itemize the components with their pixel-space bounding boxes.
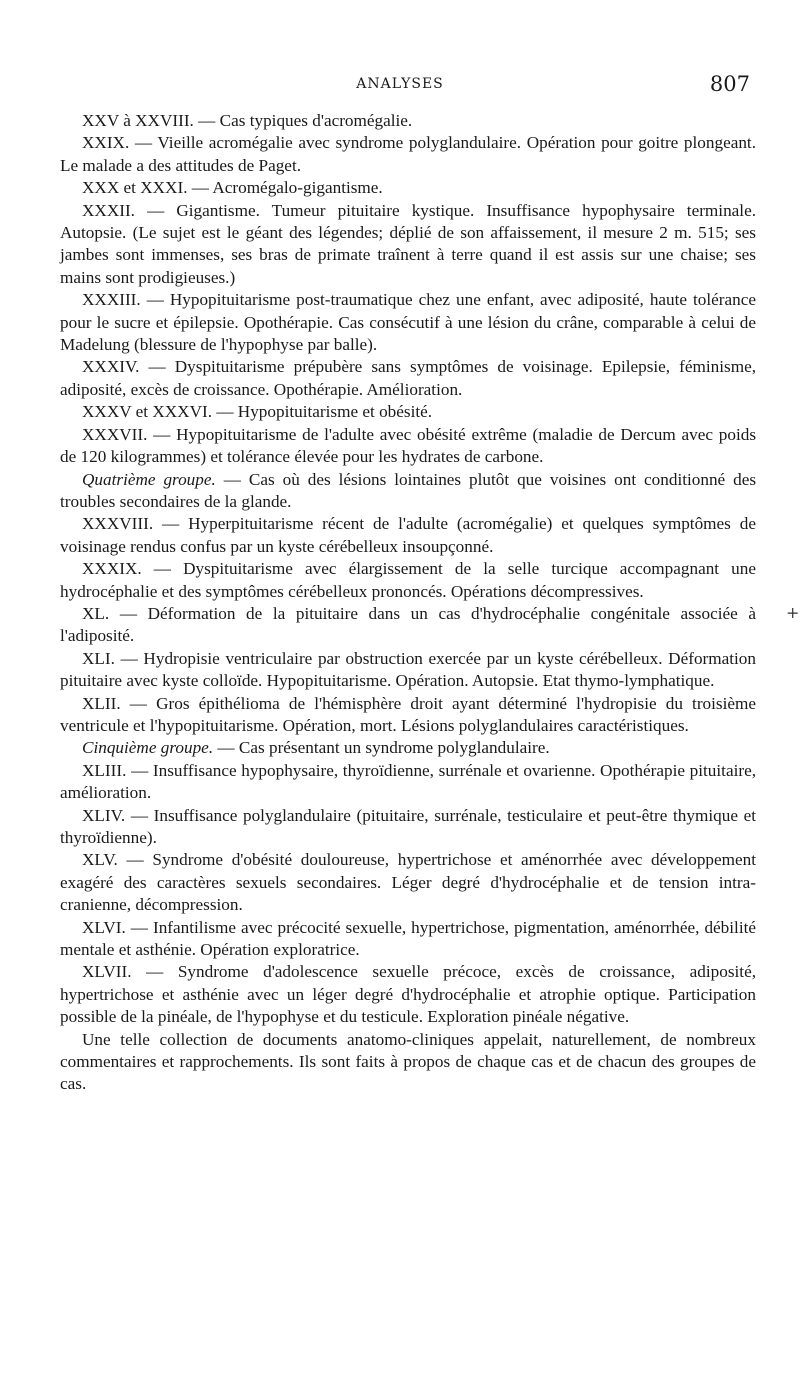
entry-text: — Acromégalo-gigantisme. xyxy=(191,178,383,198)
entry-text: — Cas où des lésions lointaines plutôt que voisines ont conditionné des troubles secondaires de la glande. xyxy=(60,469,757,511)
case-entry xyxy=(60,849,756,916)
entry-text: — Syndrome d'obésité douloureuse, hypertrichose et aménorrhée avec développement exagéré des caractères sexuels secondaires. Léger degré d'hydrocéphalie et de tension intra-cranienne, décompression. xyxy=(60,850,757,915)
entry-label: XXIX. xyxy=(82,133,130,153)
body-text xyxy=(60,110,756,1096)
entry-label: Cinquième groupe. xyxy=(82,738,214,758)
entry-label: XXXVIII. xyxy=(82,514,154,534)
group-heading xyxy=(60,737,756,759)
entry-text: — Hypopituitarisme et obésité. xyxy=(216,402,433,422)
entry-text: — Déformation de la pituitaire dans un cas d'hydrocéphalie congénitale associée à l'adiposité. xyxy=(60,603,756,646)
entry-label: Quatrième groupe. xyxy=(82,469,216,489)
case-entry xyxy=(60,424,756,469)
entry-text: — Cas typiques d'acromégalie. xyxy=(198,111,413,130)
entry-label: XLVI. xyxy=(82,917,126,937)
entry-label: XXX et XXXI. xyxy=(82,178,188,198)
case-entry xyxy=(60,603,756,648)
case-entry xyxy=(60,805,756,850)
entry-text: — Gigantisme. Tumeur pituitaire kystique. Insuffisance hypophysaire terminale. Autopsie. (Le sujet est le géant des légendes; déplié de son affaissement, il mesure 2 m. 515; ses jambes sont immenses, ses bras de primate traînent à terre quand il est assis sur une chaise; ses mains sont prodigieuses.) xyxy=(60,200,756,287)
entry-text: — Hypopituitarisme de l'adulte avec obésité extrême (maladie de Dercum avec poids de 120 kilogrammes) et tolérance élevée pour les hydrates de carbone. xyxy=(60,424,757,467)
case-entry xyxy=(60,132,756,177)
entry-text: — Infantilisme avec précocité sexuelle, hypertrichose, pigmentation, aménorrhée, débilité mentale et asthénie. Opération exploratrice. xyxy=(60,917,756,960)
entry-label: XXXVII. xyxy=(82,424,148,444)
entry-label: XXV à XXVIII. xyxy=(82,111,194,130)
entry-text: — Cas présentant un syndrome polyglandulaire. xyxy=(217,738,550,758)
entry-text: — Gros épithélioma de l'hémisphère droit ayant déterminé l'hydropisie du troisième ventricule et l'hypopituitarisme. Opération, mort. Lésions polyglandulaires caractéristiques. xyxy=(60,693,756,735)
entry-label: XLII. xyxy=(82,693,121,713)
entry-text: — Dyspituitarisme avec élargissement de la selle turcique accompagnant une hydrocéphalie et des symptômes cérébelleux prononcés. Opérations décompressives. xyxy=(60,559,756,601)
case-entry xyxy=(60,401,756,423)
entry-label: XXXII. xyxy=(82,200,135,220)
case-entry xyxy=(60,110,756,132)
entry-label: XXXIX. xyxy=(82,559,142,579)
entry-text: — Syndrome d'adolescence sexuelle précoce, excès de croissance, adiposité, hypertrichose et asthénie avec un léger degré d'hydrocéphalie et atrophie optique. Participation possible de la pinéale, de l'hypophyse et du testicule. Exploration pinéale négative. xyxy=(60,962,757,1027)
running-head xyxy=(0,72,800,102)
entry-label: XL. xyxy=(82,603,110,623)
entry-label: XLV. xyxy=(82,850,118,870)
closing-paragraph: Une telle collection de documents anatomo-cliniques appelait, naturellement, de nombreux commentaires et rapprochements. Ils sont faits à propos de chaque cas et de chacun des groupes de cas. xyxy=(60,1029,756,1094)
group-heading xyxy=(60,469,756,514)
entry-label: XXXV et XXXVI. xyxy=(82,402,213,422)
entry-text: — Insuffisance polyglandulaire (pituitaire, surrénale, testiculaire et peut-être thymique et thyroïdienne). xyxy=(60,805,757,847)
entry-text: — Hypopituitarisme post-traumatique chez une enfant, avec adiposité, haute tolérance pour le sucre et épilepsie. Opothérapie. Cas consécutif à une lésion du crâne, comparable à celui de Madelung (blessure de l'hypophyse par balle). xyxy=(60,290,756,355)
entry-label: XLVII. xyxy=(82,962,132,982)
entry-label: XXXIV. xyxy=(82,357,140,377)
case-entry xyxy=(60,356,756,401)
entry-text: — Hydropisie ventriculaire par obstruction exercée par un kyste cérébelleux. Déformation pituitaire avec kyste colloïde. Hypopituitarisme. Opération. Autopsie. Etat thymo-lymphatique. xyxy=(60,648,756,691)
entry-label: XXXIII. xyxy=(82,290,141,310)
page-number: 807 xyxy=(709,72,750,96)
case-entry xyxy=(60,200,756,290)
running-title: ANALYSES xyxy=(356,76,444,92)
entry-text: — Insuffisance hypophysaire, thyroïdienne, surrénale et ovarienne. Opothérapie pituitaire, amélioration. xyxy=(60,760,757,803)
entry-text: — Vieille acromégalie avec syndrome polyglandulaire. Opération pour goitre plongeant. Le malade a des attitudes de Paget. xyxy=(60,133,756,175)
case-entry xyxy=(60,177,756,199)
case-entry xyxy=(60,648,756,693)
margin-annotation: + xyxy=(786,603,800,622)
entry-label: XLIII. xyxy=(82,760,127,780)
case-entry xyxy=(60,558,756,603)
entry-label: XLIV. xyxy=(82,805,126,825)
case-entry xyxy=(60,917,756,962)
case-entry xyxy=(60,693,756,738)
case-entry xyxy=(60,513,756,558)
entry-text: — Hyperpituitarisme récent de l'adulte (acromégalie) et quelques symptômes de voisinage rendus confus par un kyste cérébelleux insoupçonné. xyxy=(60,514,756,556)
entry-text: — Dyspituitarisme prépubère sans symptômes de voisinage. Epilepsie, féminisme, adiposité, excès de croissance. Opothérapie. Amélioration. xyxy=(60,357,757,399)
entry-label: XLI. xyxy=(82,648,115,668)
case-entry xyxy=(60,289,756,356)
case-entry xyxy=(60,760,756,805)
case-entry xyxy=(60,961,756,1028)
